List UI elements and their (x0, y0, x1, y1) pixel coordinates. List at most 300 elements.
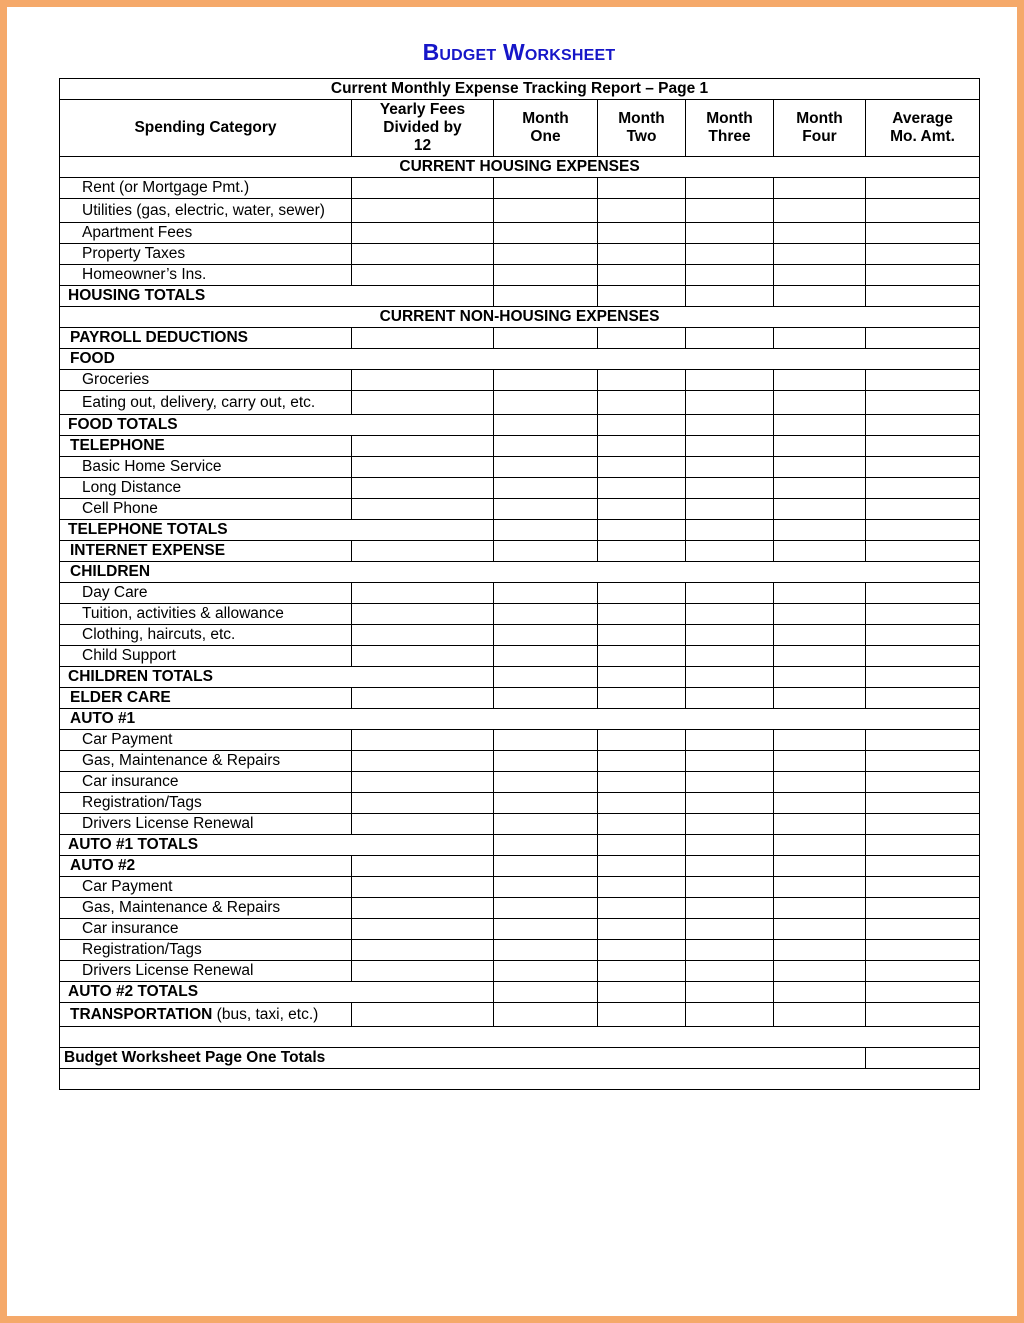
cell-month-one[interactable] (494, 199, 598, 223)
cell-average[interactable] (866, 961, 980, 982)
cell-average[interactable] (866, 814, 980, 835)
table-row (60, 541, 980, 562)
cell-month-four[interactable] (774, 604, 866, 625)
cell-month-three[interactable] (686, 265, 774, 286)
cell-month-two[interactable] (598, 730, 686, 751)
cell-month-four[interactable] (774, 814, 866, 835)
cell-month-one[interactable] (494, 772, 598, 793)
cell-month-one[interactable] (494, 751, 598, 772)
cell-month-four[interactable] (774, 961, 866, 982)
cell-month-two[interactable] (598, 520, 686, 541)
column-header-yearly (352, 100, 494, 157)
cell-month-three[interactable] (686, 835, 774, 856)
cell-yearly[interactable] (352, 730, 494, 751)
row-label: PAYROLL DEDUCTIONS (60, 328, 352, 349)
cell-month-four[interactable] (774, 898, 866, 919)
cell-yearly[interactable] (352, 961, 494, 982)
cell-average[interactable] (866, 499, 980, 520)
cell-month-one[interactable] (494, 583, 598, 604)
cell-yearly[interactable] (352, 688, 494, 709)
row-label: Drivers License Renewal (60, 961, 352, 982)
table-row (60, 919, 980, 940)
table-row (60, 751, 980, 772)
table-row (60, 604, 980, 625)
table-row-total (60, 520, 980, 541)
cell-month-two[interactable] (598, 919, 686, 940)
cell-month-four[interactable] (774, 625, 866, 646)
table-row (60, 646, 980, 667)
cell-month-two[interactable] (598, 940, 686, 961)
cell-month-three[interactable] (686, 499, 774, 520)
row-label: Property Taxes (60, 244, 352, 265)
table-row-total (60, 982, 980, 1003)
cell-month-three[interactable] (686, 370, 774, 391)
cell-month-three[interactable] (686, 199, 774, 223)
cell-yearly[interactable] (352, 499, 494, 520)
table-row-total (60, 835, 980, 856)
cell-yearly[interactable] (352, 199, 494, 223)
cell-month-four[interactable] (774, 940, 866, 961)
table-row (60, 223, 980, 244)
cell-average[interactable] (866, 688, 980, 709)
table-row (60, 499, 980, 520)
cell-month-one[interactable] (494, 520, 598, 541)
cell-month-one[interactable] (494, 604, 598, 625)
table-row-group-header (60, 709, 980, 730)
cell-month-two[interactable] (598, 793, 686, 814)
section-banner-housing (60, 157, 980, 178)
cell-month-four[interactable] (774, 265, 866, 286)
table-row-transportation (60, 1003, 980, 1027)
cell-month-two[interactable] (598, 478, 686, 499)
spacer-row-bottom (60, 1069, 980, 1090)
cell-month-three[interactable] (686, 1003, 774, 1027)
cell-yearly[interactable] (352, 940, 494, 961)
cell-month-one[interactable] (494, 793, 598, 814)
cell-month-two[interactable] (598, 646, 686, 667)
cell-month-two[interactable] (598, 625, 686, 646)
cell-average[interactable] (866, 541, 980, 562)
row-label: FOOD (60, 349, 980, 370)
row-label: AUTO #2 TOTALS (60, 982, 494, 1003)
cell-average[interactable] (866, 1003, 980, 1027)
cell-month-four[interactable] (774, 478, 866, 499)
cell-month-three[interactable] (686, 244, 774, 265)
column-header-month-one (494, 100, 598, 157)
cell-month-one[interactable] (494, 223, 598, 244)
cell-month-one[interactable] (494, 688, 598, 709)
cell-average[interactable] (866, 877, 980, 898)
cell-month-one[interactable] (494, 835, 598, 856)
cell-month-two[interactable] (598, 328, 686, 349)
m4-line1: Month (796, 110, 843, 127)
report-subtitle: Current Monthly Expense Tracking Report – Page 1 (60, 79, 980, 100)
cell-month-one[interactable] (494, 730, 598, 751)
cell-average[interactable] (866, 730, 980, 751)
cell-month-two[interactable] (598, 856, 686, 877)
cell-month-two[interactable] (598, 265, 686, 286)
cell-month-one[interactable] (494, 982, 598, 1003)
cell-yearly[interactable] (352, 436, 494, 457)
cell-month-one[interactable] (494, 940, 598, 961)
table-row (60, 814, 980, 835)
cell-month-three[interactable] (686, 625, 774, 646)
yearly-line2: Divided by (383, 119, 462, 136)
cell-month-three[interactable] (686, 646, 774, 667)
cell-month-two[interactable] (598, 583, 686, 604)
cell-month-two[interactable] (598, 604, 686, 625)
table-row (60, 688, 980, 709)
cell-month-one[interactable] (494, 244, 598, 265)
cell-month-three[interactable] (686, 898, 774, 919)
cell-month-two[interactable] (598, 961, 686, 982)
row-label: AUTO #1 (60, 709, 980, 730)
cell-month-two[interactable] (598, 541, 686, 562)
yearly-line1: Yearly Fees (379, 101, 466, 118)
cell-month-two[interactable] (598, 391, 686, 415)
cell-month-two[interactable] (598, 772, 686, 793)
cell-average[interactable] (866, 751, 980, 772)
spacer-cell (60, 1069, 980, 1090)
row-label: Car Payment (60, 877, 352, 898)
cell-average[interactable] (866, 898, 980, 919)
cell-month-two[interactable] (598, 457, 686, 478)
row-label: Registration/Tags (60, 940, 352, 961)
cell-month-one[interactable] (494, 286, 598, 307)
cell-average[interactable] (866, 223, 980, 244)
cell-month-one[interactable] (494, 265, 598, 286)
row-label: TELEPHONE (60, 436, 352, 457)
grand-total-value[interactable] (866, 1048, 980, 1069)
cell-month-one[interactable] (494, 667, 598, 688)
cell-average[interactable] (866, 982, 980, 1003)
cell-yearly[interactable] (352, 772, 494, 793)
banner-housing-label: CURRENT HOUSING EXPENSES (60, 157, 980, 178)
transportation-bold: TRANSPORTATION (70, 1006, 213, 1023)
cell-month-four[interactable] (774, 583, 866, 604)
cell-month-three[interactable] (686, 391, 774, 415)
cell-average[interactable] (866, 583, 980, 604)
cell-month-one[interactable] (494, 478, 598, 499)
cell-month-four[interactable] (774, 730, 866, 751)
cell-yearly[interactable] (352, 646, 494, 667)
cell-month-one[interactable] (494, 856, 598, 877)
cell-yearly[interactable] (352, 751, 494, 772)
cell-month-three[interactable] (686, 877, 774, 898)
cell-month-four[interactable] (774, 178, 866, 199)
cell-average[interactable] (866, 835, 980, 856)
cell-month-four[interactable] (774, 499, 866, 520)
column-header-average (866, 100, 980, 157)
cell-month-four[interactable] (774, 199, 866, 223)
cell-month-three[interactable] (686, 328, 774, 349)
cell-yearly[interactable] (352, 793, 494, 814)
cell-month-four[interactable] (774, 646, 866, 667)
cell-month-one[interactable] (494, 457, 598, 478)
cell-month-two[interactable] (598, 286, 686, 307)
row-label: Drivers License Renewal (60, 814, 352, 835)
table-row (60, 391, 980, 415)
transportation-note: (bus, taxi, etc.) (212, 1006, 319, 1023)
cell-month-one[interactable] (494, 328, 598, 349)
cell-month-four[interactable] (774, 286, 866, 307)
cell-month-one[interactable] (494, 814, 598, 835)
cell-yearly[interactable] (352, 370, 494, 391)
cell-month-one[interactable] (494, 499, 598, 520)
cell-yearly[interactable] (352, 625, 494, 646)
row-label: Homeowner’s Ins. (60, 265, 352, 286)
cell-month-two[interactable] (598, 223, 686, 244)
cell-month-two[interactable] (598, 370, 686, 391)
cell-month-four[interactable] (774, 1003, 866, 1027)
cell-month-two[interactable] (598, 436, 686, 457)
cell-month-four[interactable] (774, 772, 866, 793)
cell-month-four[interactable] (774, 328, 866, 349)
budget-table (59, 78, 980, 1090)
cell-month-two[interactable] (598, 877, 686, 898)
cell-month-four[interactable] (774, 436, 866, 457)
cell-yearly[interactable] (352, 1003, 494, 1027)
cell-month-three[interactable] (686, 982, 774, 1003)
cell-month-two[interactable] (598, 688, 686, 709)
table-row-total (60, 286, 980, 307)
cell-month-one[interactable] (494, 919, 598, 940)
column-header-month-three (686, 100, 774, 157)
cell-average[interactable] (866, 625, 980, 646)
cell-month-two[interactable] (598, 814, 686, 835)
cell-average[interactable] (866, 520, 980, 541)
cell-month-one[interactable] (494, 541, 598, 562)
row-label: HOUSING TOTALS (60, 286, 494, 307)
cell-average[interactable] (866, 265, 980, 286)
spacer-cell (60, 1027, 980, 1048)
cell-average[interactable] (866, 391, 980, 415)
cell-average[interactable] (866, 178, 980, 199)
cell-average[interactable] (866, 478, 980, 499)
cell-month-four[interactable] (774, 541, 866, 562)
cell-month-three[interactable] (686, 415, 774, 436)
cell-month-two[interactable] (598, 751, 686, 772)
row-label: TELEPHONE TOTALS (60, 520, 494, 541)
cell-yearly[interactable] (352, 223, 494, 244)
cell-yearly[interactable] (352, 583, 494, 604)
cell-average[interactable] (866, 328, 980, 349)
cell-month-four[interactable] (774, 520, 866, 541)
cell-month-one[interactable] (494, 436, 598, 457)
table-row-group-header (60, 856, 980, 877)
cell-month-three[interactable] (686, 286, 774, 307)
cell-average[interactable] (866, 415, 980, 436)
cell-month-three[interactable] (686, 730, 774, 751)
table-row (60, 961, 980, 982)
cell-month-two[interactable] (598, 982, 686, 1003)
cell-month-three[interactable] (686, 793, 774, 814)
cell-average[interactable] (866, 604, 980, 625)
cell-yearly[interactable] (352, 328, 494, 349)
cell-month-one[interactable] (494, 415, 598, 436)
cell-average[interactable] (866, 646, 980, 667)
cell-average[interactable] (866, 940, 980, 961)
cell-yearly[interactable] (352, 178, 494, 199)
cell-month-four[interactable] (774, 244, 866, 265)
m1-line1: Month (522, 110, 569, 127)
row-label: Cell Phone (60, 499, 352, 520)
cell-month-three[interactable] (686, 856, 774, 877)
row-label: Eating out, delivery, carry out, etc. (60, 391, 352, 415)
table-row-total (60, 415, 980, 436)
cell-month-four[interactable] (774, 877, 866, 898)
cell-month-one[interactable] (494, 877, 598, 898)
cell-month-three[interactable] (686, 919, 774, 940)
row-label: Car Payment (60, 730, 352, 751)
cell-month-two[interactable] (598, 667, 686, 688)
cell-month-three[interactable] (686, 478, 774, 499)
cell-average[interactable] (866, 286, 980, 307)
cell-yearly[interactable] (352, 244, 494, 265)
row-label: Gas, Maintenance & Repairs (60, 751, 352, 772)
table-row (60, 730, 980, 751)
table-row (60, 478, 980, 499)
avg-line2: Mo. Amt. (890, 128, 955, 145)
cell-month-three[interactable] (686, 583, 774, 604)
cell-month-three[interactable] (686, 772, 774, 793)
cell-average[interactable] (866, 199, 980, 223)
cell-month-four[interactable] (774, 370, 866, 391)
cell-month-two[interactable] (598, 1003, 686, 1027)
cell-yearly[interactable] (352, 898, 494, 919)
cell-month-one[interactable] (494, 178, 598, 199)
cell-month-three[interactable] (686, 604, 774, 625)
cell-yearly[interactable] (352, 856, 494, 877)
table-row (60, 625, 980, 646)
cell-month-one[interactable] (494, 646, 598, 667)
row-label: Apartment Fees (60, 223, 352, 244)
m3-line2: Three (708, 128, 751, 145)
cell-month-one[interactable] (494, 961, 598, 982)
cell-month-three[interactable] (686, 751, 774, 772)
row-label: INTERNET EXPENSE (60, 541, 352, 562)
cell-yearly[interactable] (352, 265, 494, 286)
avg-line1: Average (892, 110, 953, 127)
cell-yearly[interactable] (352, 919, 494, 940)
cell-month-four[interactable] (774, 982, 866, 1003)
cell-month-two[interactable] (598, 244, 686, 265)
m2-line1: Month (618, 110, 665, 127)
cell-month-two[interactable] (598, 835, 686, 856)
cell-month-two[interactable] (598, 199, 686, 223)
cell-month-four[interactable] (774, 856, 866, 877)
row-label: AUTO #1 TOTALS (60, 835, 494, 856)
cell-yearly[interactable] (352, 541, 494, 562)
cell-month-one[interactable] (494, 391, 598, 415)
cell-month-three[interactable] (686, 667, 774, 688)
cell-month-four[interactable] (774, 391, 866, 415)
cell-month-two[interactable] (598, 499, 686, 520)
table-row-total (60, 667, 980, 688)
cell-month-three[interactable] (686, 688, 774, 709)
table-row (60, 940, 980, 961)
cell-month-one[interactable] (494, 898, 598, 919)
cell-month-four[interactable] (774, 793, 866, 814)
cell-month-two[interactable] (598, 415, 686, 436)
cell-month-three[interactable] (686, 541, 774, 562)
cell-month-four[interactable] (774, 688, 866, 709)
m2-line2: Two (626, 128, 657, 145)
row-label: Day Care (60, 583, 352, 604)
column-header-category: Spending Category (60, 100, 352, 157)
worksheet-sheet (59, 25, 979, 1090)
section-banner-non-housing (60, 307, 980, 328)
cell-average[interactable] (866, 436, 980, 457)
cell-yearly[interactable] (352, 604, 494, 625)
cell-month-one[interactable] (494, 625, 598, 646)
cell-month-three[interactable] (686, 178, 774, 199)
cell-average[interactable] (866, 772, 980, 793)
m4-line2: Four (802, 128, 837, 145)
cell-month-two[interactable] (598, 898, 686, 919)
cell-average[interactable] (866, 793, 980, 814)
table-row (60, 370, 980, 391)
row-label: CHILDREN TOTALS (60, 667, 494, 688)
cell-yearly[interactable] (352, 877, 494, 898)
cell-month-three[interactable] (686, 436, 774, 457)
cell-average[interactable] (866, 667, 980, 688)
cell-yearly[interactable] (352, 814, 494, 835)
cell-month-four[interactable] (774, 751, 866, 772)
yearly-line3: 12 (413, 137, 432, 154)
row-label: Long Distance (60, 478, 352, 499)
cell-month-one[interactable] (494, 370, 598, 391)
row-label: FOOD TOTALS (60, 415, 494, 436)
table-row (60, 583, 980, 604)
cell-average[interactable] (866, 457, 980, 478)
cell-month-one[interactable] (494, 1003, 598, 1027)
grand-total-label: Budget Worksheet Page One Totals (60, 1048, 866, 1069)
table-row (60, 328, 980, 349)
cell-month-three[interactable] (686, 814, 774, 835)
cell-month-four[interactable] (774, 415, 866, 436)
cell-month-three[interactable] (686, 223, 774, 244)
cell-average[interactable] (866, 244, 980, 265)
cell-yearly[interactable] (352, 457, 494, 478)
cell-month-four[interactable] (774, 835, 866, 856)
cell-yearly[interactable] (352, 391, 494, 415)
row-label: Car insurance (60, 919, 352, 940)
table-subtitle-row (60, 79, 980, 100)
cell-month-three[interactable] (686, 961, 774, 982)
table-row (60, 244, 980, 265)
row-label: Utilities (gas, electric, water, sewer) (60, 199, 352, 223)
cell-average[interactable] (866, 370, 980, 391)
row-label: CHILDREN (60, 562, 980, 583)
cell-month-three[interactable] (686, 940, 774, 961)
cell-month-four[interactable] (774, 919, 866, 940)
cell-average[interactable] (866, 919, 980, 940)
cell-month-three[interactable] (686, 457, 774, 478)
row-label: ELDER CARE (60, 688, 352, 709)
cell-month-four[interactable] (774, 457, 866, 478)
table-row-group-header (60, 562, 980, 583)
cell-month-four[interactable] (774, 667, 866, 688)
cell-average[interactable] (866, 856, 980, 877)
row-label: Car insurance (60, 772, 352, 793)
cell-yearly[interactable] (352, 478, 494, 499)
cell-month-four[interactable] (774, 223, 866, 244)
grand-total-row (60, 1048, 980, 1069)
row-label: Tuition, activities & allowance (60, 604, 352, 625)
cell-month-two[interactable] (598, 178, 686, 199)
cell-month-three[interactable] (686, 520, 774, 541)
